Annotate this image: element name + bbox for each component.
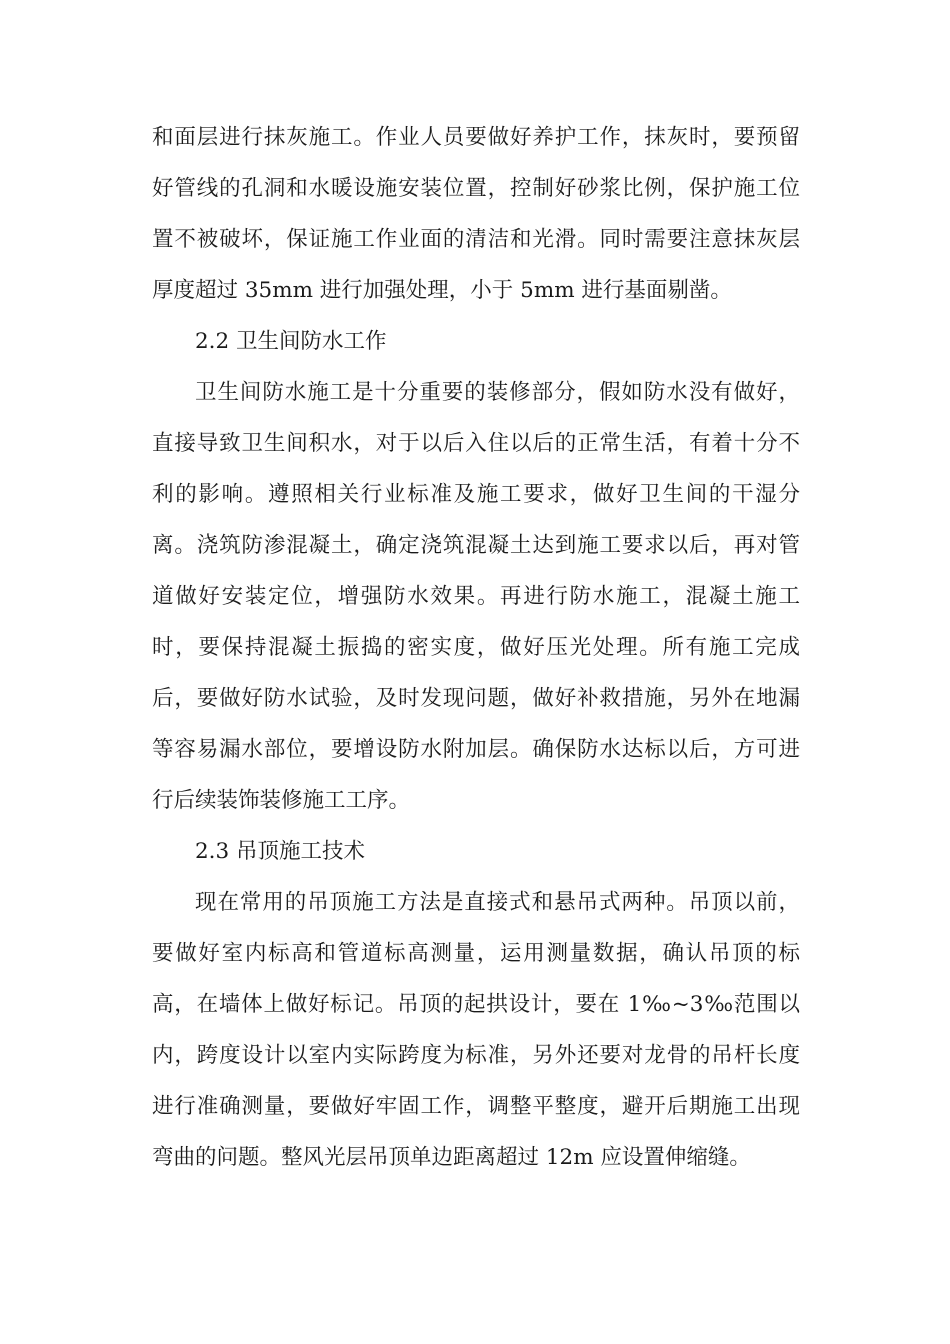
- section-heading-2-2: 2.2 卫生间防水工作: [195, 329, 387, 354]
- paragraph-line: 利的影响。遵照相关行业标准及施工要求，做好卫生间的干湿分: [152, 482, 800, 507]
- paragraph-line: 进行准确测量，要做好牢固工作，调整平整度，避开后期施工出现: [152, 1094, 800, 1119]
- paragraph-line: 离。浇筑防渗混凝土，确定浇筑混凝土达到施工要求以后，再对管: [152, 533, 800, 558]
- paragraph-line: 和面层进行抹灰施工。作业人员要做好养护工作，抹灰时，要预留: [152, 125, 800, 150]
- paragraph-line: 要做好室内标高和管道标高测量，运用测量数据，确认吊顶的标: [152, 941, 800, 966]
- paragraph-line: 高，在墙体上做好标记。吊顶的起拱设计，要在 1‰~3‰范围以: [152, 992, 800, 1017]
- paragraph-line: 好管线的孔洞和水暖设施安装位置，控制好砂浆比例，保护施工位: [152, 176, 800, 201]
- paragraph-line: 等容易漏水部位，要增设防水附加层。确保防水达标以后，方可进: [152, 737, 800, 762]
- paragraph-line: 厚度超过 35mm 进行加强处理，小于 5mm 进行基面剔凿。: [152, 278, 732, 303]
- paragraph-line: 卫生间防水施工是十分重要的装修部分，假如防水没有做好，: [195, 380, 800, 405]
- paragraph-line: 弯曲的问题。整风光层吊顶单边距离超过 12m 应设置伸缩缝。: [152, 1145, 751, 1170]
- paragraph-line: 道做好安装定位，增强防水效果。再进行防水施工，混凝土施工: [152, 584, 800, 609]
- paragraph-line: 时，要保持混凝土振捣的密实度，做好压光处理。所有施工完成: [152, 635, 800, 660]
- paragraph-line: 后，要做好防水试验，及时发现问题，做好补救措施，另外在地漏: [152, 686, 800, 711]
- paragraph-line: 内，跨度设计以室内实际跨度为标准，另外还要对龙骨的吊杆长度: [152, 1043, 800, 1068]
- paragraph-line: 直接导致卫生间积水，对于以后入住以后的正常生活，有着十分不: [152, 431, 800, 456]
- paragraph-line: 现在常用的吊顶施工方法是直接式和悬吊式两种。吊顶以前，: [195, 890, 800, 915]
- section-heading-2-3: 2.3 吊顶施工技术: [195, 839, 366, 864]
- paragraph-line: 置不被破坏，保证施工作业面的清洁和光滑。同时需要注意抹灰层: [152, 227, 800, 252]
- paragraph-line: 行后续装饰装修施工工序。: [152, 788, 411, 813]
